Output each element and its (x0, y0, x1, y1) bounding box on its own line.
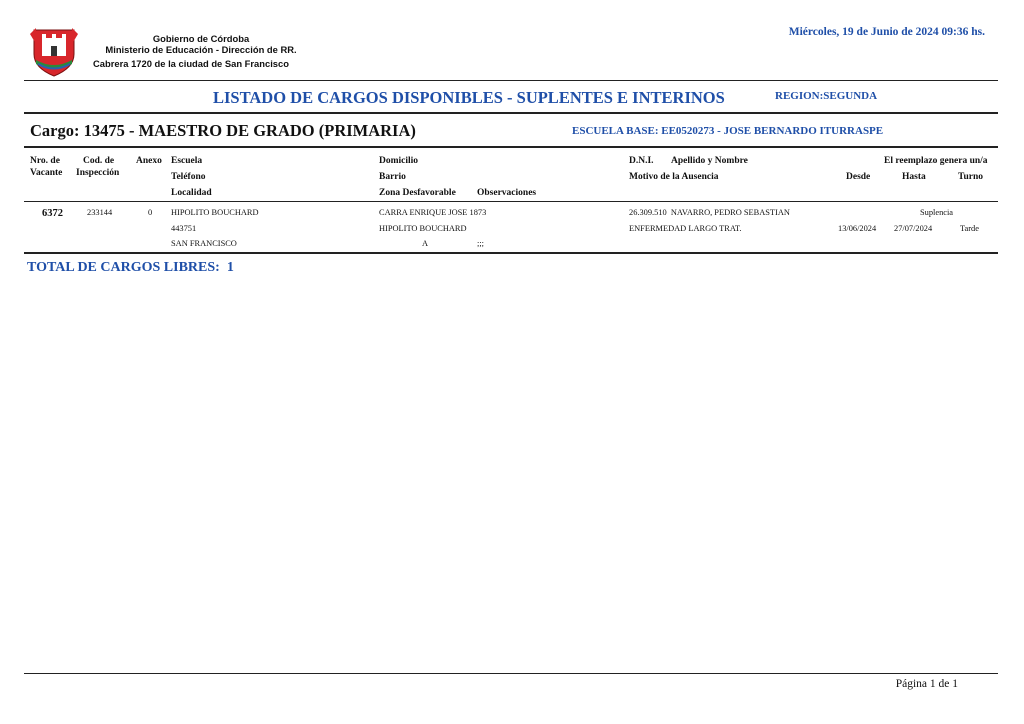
col-observaciones: Observaciones (477, 188, 537, 198)
row-dni-nombre: 26.309.510 NAVARRO, PEDRO SEBASTIAN (629, 208, 790, 217)
col-desde: Desde (846, 172, 871, 182)
row-motivo: ENFERMEDAD LARGO TRAT. (629, 224, 742, 233)
row-reemplazo: Suplencia (920, 208, 954, 217)
col-vacante: Vacante (30, 168, 63, 178)
page-number: Página 1 de 1 (895, 678, 958, 690)
col-barrio: Barrio (379, 172, 406, 182)
col-apellido: Apellido y Nombre (671, 156, 748, 166)
org-ministry: Ministerio de Educación - Dirección de RR. (105, 44, 297, 55)
divider-rows (24, 252, 998, 254)
row-cod: 233144 (87, 208, 113, 217)
col-domicilio: Domicilio (379, 156, 419, 166)
divider-top (24, 80, 998, 81)
row-domicilio: CARRA ENRIQUE JOSE 1873 (379, 208, 487, 217)
cargo-heading: Cargo: 13475 - MAESTRO DE GRADO (PRIMARIA) (30, 121, 416, 140)
region-label: REGION:SEGUNDA (775, 90, 878, 102)
col-hasta: Hasta (902, 172, 926, 182)
divider-header (24, 201, 998, 202)
report-datetime: Miércoles, 19 de Junio de 2024 09:36 hs. (788, 26, 985, 38)
org-address: Cabrera 1720 de la ciudad de San Francisco (93, 58, 289, 69)
row-barrio: HIPOLITO BOUCHARD (379, 224, 467, 233)
col-nro: Nro. de (30, 156, 60, 166)
row-hasta: 27/07/2024 (894, 224, 933, 233)
total-cargos: TOTAL DE CARGOS LIBRES: 1 (27, 260, 234, 275)
org-name: Gobierno de Córdoba (152, 33, 250, 44)
divider-footer (24, 673, 998, 674)
report-title: LISTADO DE CARGOS DISPONIBLES - SUPLENTES E INTERINOS (213, 88, 725, 107)
col-anexo: Anexo (136, 156, 162, 166)
col-cod: Cod. de (83, 156, 115, 166)
col-zona: Zona Desfavorable (379, 188, 456, 198)
col-turno: Turno (958, 172, 983, 182)
row-zona: A (422, 239, 429, 248)
col-escuela: Escuela (171, 156, 203, 166)
cordoba-coat-of-arms-logo (28, 24, 80, 78)
col-motivo: Motivo de la Ausencia (629, 172, 719, 182)
row-observaciones: ;;; (477, 239, 484, 248)
row-turno: Tarde (960, 224, 979, 233)
row-anexo: 0 (148, 208, 153, 217)
row-escuela: HIPOLITO BOUCHARD (171, 208, 259, 217)
row-desde: 13/06/2024 (838, 224, 877, 233)
divider-cargo (24, 146, 998, 148)
escuela-base: ESCUELA BASE: EE0520273 - JOSE BERNARDO ITURRASPE (572, 125, 884, 137)
col-telefono: Teléfono (171, 172, 206, 182)
divider-title (24, 112, 998, 114)
col-inspeccion: Inspección (76, 168, 120, 178)
col-localidad: Localidad (171, 188, 212, 198)
col-reemplazo: El reemplazo genera un/a (884, 156, 988, 166)
row-nro: 6372 (42, 208, 63, 219)
row-localidad: SAN FRANCISCO (171, 239, 237, 248)
col-dni: D.N.I. (629, 156, 654, 166)
row-telefono: 443751 (171, 224, 197, 233)
